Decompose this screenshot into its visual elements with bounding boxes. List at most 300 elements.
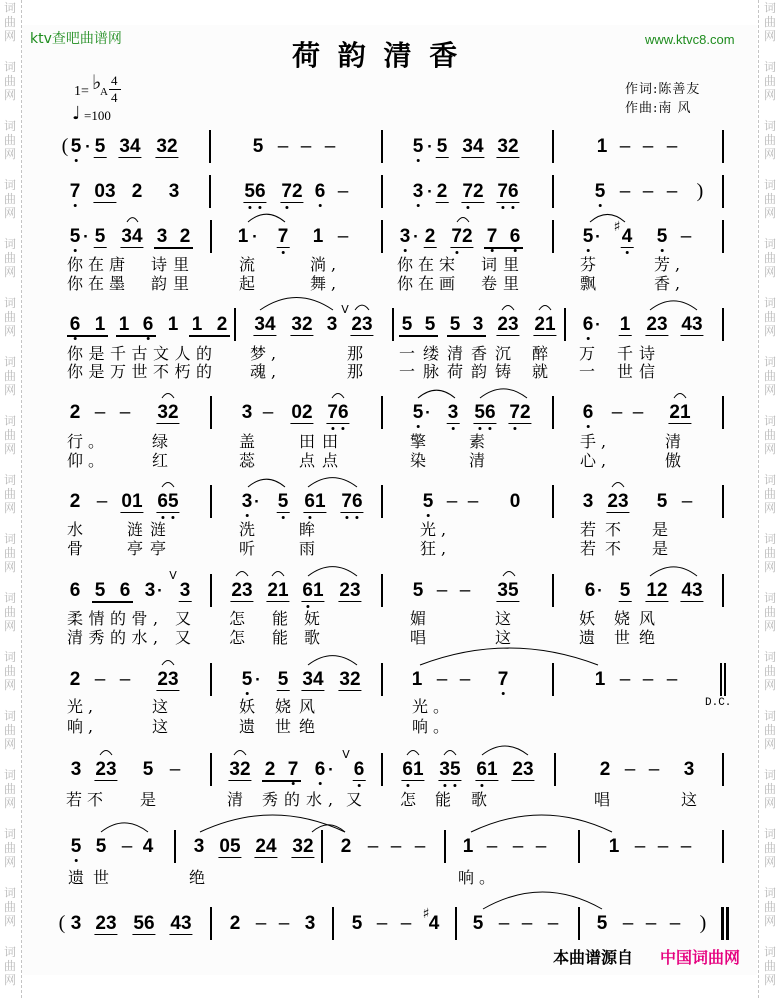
lyric-text: 响。	[412, 717, 455, 736]
note	[447, 403, 460, 424]
bar-line	[722, 220, 724, 253]
note-text: 5	[596, 913, 608, 934]
repeat-parenthesis	[699, 913, 708, 933]
note-text: 5	[422, 491, 434, 512]
note	[241, 492, 254, 512]
note-text: 6	[314, 759, 326, 780]
lyricist-credit: 作词:陈善友	[625, 82, 701, 97]
note	[594, 182, 607, 202]
bar-line	[210, 396, 212, 429]
sharp-sign-icon-text: ♯	[422, 906, 430, 922]
lyric-text: 盖	[239, 432, 261, 451]
note	[599, 760, 612, 780]
note	[412, 182, 425, 202]
note-text: 4	[621, 226, 633, 247]
lyric-text: 手,	[580, 432, 612, 451]
note-text: 02	[291, 402, 313, 423]
dash-sustain	[681, 492, 694, 512]
dash-sustain	[277, 137, 290, 157]
watermark-char: 曲	[3, 900, 16, 914]
note-text: 3	[582, 491, 594, 512]
note-text: 1	[608, 836, 620, 857]
site-url: www.ktvc8.com	[645, 32, 735, 47]
note-text: 1	[167, 314, 179, 335]
underline-beam	[262, 780, 301, 782]
lyric-text: 若不	[66, 790, 109, 809]
note	[680, 315, 703, 336]
lyric-text: 世绝	[275, 717, 324, 736]
note-text: 2	[599, 759, 611, 780]
watermark-char: 词	[3, 709, 16, 723]
slur-arc	[308, 567, 357, 576]
low-octave-dot	[513, 427, 516, 430]
slur-arc	[502, 305, 514, 310]
repeat-parenthesis-text: (	[61, 135, 69, 157]
note-text: 5	[412, 136, 424, 157]
watermark-char: 词	[763, 473, 776, 487]
bar-line	[722, 574, 724, 607]
watermark-char: 网	[3, 560, 16, 574]
note-text: 34	[254, 314, 276, 335]
dash-sustain	[547, 914, 560, 934]
note-text: 5	[619, 580, 631, 601]
lyric-text: 万	[579, 344, 601, 363]
lyric-text: 蕊	[239, 451, 261, 470]
note-text: 1	[594, 669, 606, 690]
underline-beam	[484, 247, 523, 249]
watermark-char: 词	[3, 886, 16, 900]
slur-arc	[308, 656, 357, 665]
dash-sustain-text: –	[337, 226, 349, 247]
dash-sustain	[611, 403, 624, 423]
note-text: 76	[327, 402, 349, 423]
dash-sustain-text: –	[467, 491, 479, 512]
dash-sustain	[657, 837, 670, 857]
breath-mark-text: V	[341, 303, 349, 316]
note-text: 56	[133, 913, 155, 934]
time-signature-bottom: 4	[111, 90, 118, 105]
note-text: 5	[277, 669, 289, 690]
augmentation-dot	[596, 581, 604, 601]
note-text: 76	[497, 181, 519, 202]
note-text: 32	[156, 136, 178, 157]
augmentation-dot	[424, 403, 432, 423]
note	[424, 227, 437, 248]
note-text: 23	[351, 314, 373, 335]
watermark-char: 网	[763, 265, 776, 279]
note	[167, 315, 180, 335]
dash-sustain-text: –	[521, 913, 533, 934]
dash-sustain-text: –	[680, 836, 692, 857]
dash-sustain-text: –	[96, 491, 108, 512]
bar-line	[381, 663, 383, 696]
note	[70, 837, 83, 857]
augmentation-dot-text: ·	[427, 137, 433, 156]
dash-sustain	[96, 492, 109, 512]
note-text: 6	[314, 181, 326, 202]
watermark-char: 曲	[763, 900, 776, 914]
low-octave-dot	[427, 514, 430, 517]
note-text: 5	[70, 136, 82, 157]
lyric-text: 这	[681, 790, 703, 809]
slur-arc	[355, 305, 369, 310]
note-text: 5	[277, 491, 289, 512]
bar-line	[210, 753, 212, 786]
bar-line	[392, 308, 394, 341]
dash-sustain	[486, 837, 499, 857]
dash-sustain	[324, 137, 337, 157]
low-octave-dot	[455, 251, 458, 254]
note	[229, 914, 242, 934]
note-text: 5	[656, 226, 668, 247]
low-octave-dot	[282, 251, 285, 254]
slur-arc	[539, 305, 551, 310]
watermark-char: 网	[763, 442, 776, 456]
lyric-text: 起	[239, 274, 261, 293]
watermark-char: 词	[3, 473, 16, 487]
flat-sign-icon: ♭	[92, 72, 102, 94]
lyric-text: 光,	[420, 520, 452, 539]
bar-line	[174, 830, 176, 863]
note	[438, 760, 461, 781]
note-text: 43	[170, 913, 192, 934]
note	[436, 182, 449, 203]
note	[350, 315, 373, 336]
note	[277, 492, 290, 513]
note-text: 2	[424, 226, 436, 247]
lyric-text: 你是千古文人的	[67, 344, 218, 363]
augmentation-dot-text: ·	[427, 182, 433, 201]
lyric-text: 歌	[304, 628, 326, 647]
note-text: 0	[509, 491, 521, 512]
note	[241, 403, 254, 423]
dash-sustain-text: –	[547, 913, 559, 934]
watermark-char: 曲	[3, 841, 16, 855]
note	[473, 403, 496, 424]
lyric-text: 是	[652, 520, 674, 539]
dash-sustain-text: –	[486, 836, 498, 857]
note	[508, 403, 531, 424]
bar-line	[564, 308, 566, 341]
watermark-char: 网	[3, 796, 16, 810]
note-text: 6	[69, 314, 81, 335]
dash-sustain-text: –	[680, 226, 692, 247]
bar-line	[209, 175, 211, 208]
watermark-char: 网	[3, 855, 16, 869]
note-text: 5	[594, 181, 606, 202]
dash-sustain-text: –	[642, 181, 654, 202]
underline-beam	[189, 335, 230, 337]
time-signature-top: 4	[111, 73, 118, 88]
watermark-char: 曲	[763, 841, 776, 855]
note-text: 23	[646, 314, 668, 335]
slur-arc	[482, 746, 528, 755]
dash-sustain	[642, 182, 655, 202]
bar-line	[234, 308, 236, 341]
slur-arc	[650, 567, 697, 576]
note	[351, 914, 364, 934]
dash-sustain-text: –	[619, 136, 631, 157]
note-text: 03	[94, 181, 116, 202]
slur-arc	[483, 892, 602, 909]
lyric-text: 飘	[580, 274, 602, 293]
lyric-text: 骨	[67, 539, 89, 558]
lyric-text: 妖	[239, 697, 261, 716]
note	[94, 137, 107, 158]
dash-sustain	[632, 403, 645, 423]
note-text: 3	[447, 402, 459, 423]
note-text: 3	[304, 913, 316, 934]
dash-sustain	[119, 670, 132, 690]
bar-line	[444, 830, 446, 863]
low-octave-dot	[587, 249, 590, 252]
note	[326, 315, 339, 335]
dash-sustain-text: –	[622, 913, 634, 934]
bar-line	[210, 220, 212, 253]
bar-line	[381, 396, 383, 429]
slur-arc	[650, 301, 697, 310]
note	[280, 182, 303, 203]
note	[254, 837, 277, 858]
note-text: 5	[412, 402, 424, 423]
note	[287, 760, 300, 780]
note-text: 2	[264, 759, 276, 780]
slur-arc	[162, 660, 174, 665]
note	[252, 137, 265, 157]
note	[411, 670, 424, 690]
dash-sustain-text: –	[414, 836, 426, 857]
dash-sustain-text: –	[459, 669, 471, 690]
repeat-parenthesis-text: )	[699, 912, 707, 934]
watermark-char: 网	[3, 737, 16, 751]
note-text: 23	[157, 669, 179, 690]
note-text: 32	[339, 669, 361, 690]
bar-line	[722, 830, 724, 863]
note	[401, 760, 424, 781]
watermark-char: 网	[763, 914, 776, 928]
note	[422, 492, 435, 512]
note-text: 5	[94, 136, 106, 157]
bar-line	[722, 753, 724, 786]
low-octave-dot	[478, 427, 481, 430]
note-text: 3	[193, 836, 205, 857]
augmentation-dot	[84, 137, 92, 157]
bar-line	[578, 907, 580, 940]
note-text: 43	[681, 314, 703, 335]
note	[94, 315, 107, 335]
note	[119, 581, 132, 601]
note	[69, 670, 82, 690]
augmentation-dot	[327, 760, 335, 780]
dash-sustain	[121, 837, 134, 857]
lyric-text: 歌	[471, 790, 493, 809]
slur-arc	[234, 750, 246, 755]
lyric-text: 清	[665, 432, 687, 451]
lyric-text: 响,	[67, 717, 99, 736]
dash-sustain-text: –	[657, 836, 669, 857]
lyric-text: 怎	[229, 609, 251, 628]
note	[340, 837, 353, 857]
note-text: 6	[582, 314, 594, 335]
augmentation-dot-text: ·	[85, 137, 91, 156]
note-text: 5	[424, 314, 436, 335]
bar-line	[332, 907, 334, 940]
note	[156, 227, 169, 247]
note	[95, 837, 108, 857]
note-text: 6	[142, 314, 154, 335]
watermark-char: 曲	[3, 251, 16, 265]
dash-sustain	[521, 914, 534, 934]
low-octave-dot	[599, 204, 602, 207]
note-text: 5	[449, 314, 461, 335]
watermark-char: 词	[3, 532, 16, 546]
dash-sustain-text: –	[642, 669, 654, 690]
note	[142, 315, 155, 335]
lyric-text: 一脉荷韵铸	[399, 362, 520, 381]
note	[450, 227, 473, 248]
lyric-text: 心,	[580, 451, 612, 470]
watermark-char: 网	[3, 324, 16, 338]
note	[120, 227, 143, 248]
note-text: 61	[302, 580, 324, 601]
note-text: 56	[244, 181, 266, 202]
low-octave-dot	[74, 337, 77, 340]
watermark-char: 词	[3, 827, 16, 841]
watermark-char: 词	[763, 886, 776, 900]
note-text: 1	[619, 314, 631, 335]
watermark-char: 词	[3, 119, 16, 133]
watermark-char: 网	[3, 88, 16, 102]
lyric-text: 是	[652, 539, 674, 558]
lyric-text: 这	[152, 697, 174, 716]
dash-sustain	[619, 137, 632, 157]
note-text: 23	[607, 491, 629, 512]
augmentation-dot	[251, 227, 259, 247]
watermark-char: 网	[763, 560, 776, 574]
slur-arc	[471, 815, 612, 832]
note-text: 72	[281, 181, 303, 202]
note	[683, 760, 696, 780]
watermark-char: 曲	[3, 369, 16, 383]
lyric-text: 千诗	[617, 344, 662, 363]
watermark-char: 网	[763, 619, 776, 633]
note-text: 24	[255, 836, 277, 857]
dash-sustain-text: –	[446, 491, 458, 512]
underline-beam	[92, 601, 133, 603]
note	[156, 670, 179, 691]
watermark-char: 曲	[763, 251, 776, 265]
note	[120, 492, 143, 513]
lyric-text: 梦,	[250, 344, 282, 363]
dash-sustain-text: –	[632, 402, 644, 423]
note-text: 2	[340, 836, 352, 857]
note-text: 32	[497, 136, 519, 157]
dash-sustain-text: –	[400, 913, 412, 934]
note-text: 5	[472, 913, 484, 934]
watermark-char: 曲	[763, 369, 776, 383]
lyric-text: 眸	[299, 520, 321, 539]
note	[93, 182, 116, 203]
watermark-char: 词	[3, 945, 16, 959]
note-text: 23	[231, 580, 253, 601]
note-text: 6	[509, 226, 521, 247]
watermark-char: 曲	[3, 133, 16, 147]
lyric-text: 田田	[299, 432, 346, 451]
note-text: 5	[94, 226, 106, 247]
note	[656, 492, 669, 512]
dash-sustain	[459, 581, 472, 601]
watermark-char: 词	[3, 1, 16, 15]
note	[237, 227, 250, 247]
note	[132, 914, 155, 935]
note-text: 1	[191, 314, 203, 335]
dash-sustain-text: –	[498, 913, 510, 934]
note	[338, 670, 361, 691]
watermark-char: 曲	[3, 192, 16, 206]
augmentation-dot	[426, 137, 434, 157]
low-octave-dot	[661, 249, 664, 252]
low-octave-dot	[74, 204, 77, 207]
lyric-text: 娆风	[275, 697, 324, 716]
tempo-value: =100	[84, 108, 111, 123]
note-text: 23	[95, 913, 117, 934]
dash-sustain	[535, 837, 548, 857]
note-text: 2	[229, 913, 241, 934]
note-text: 23	[95, 759, 117, 780]
low-octave-dot	[331, 427, 334, 430]
bar-line	[552, 574, 554, 607]
watermark-char: 曲	[3, 310, 16, 324]
watermark-char: 网	[3, 914, 16, 928]
dash-sustain-text: –	[611, 402, 623, 423]
breath-mark-text: V	[342, 748, 350, 761]
note	[304, 914, 317, 934]
bar-line	[381, 175, 383, 208]
note-text: 34	[302, 669, 324, 690]
slur-arc	[674, 393, 686, 398]
dash-sustain	[255, 914, 268, 934]
augmentation-dot-text: ·	[597, 581, 603, 600]
watermark-char: 曲	[763, 546, 776, 560]
augmentation-dot	[156, 581, 164, 601]
dash-sustain-text: –	[666, 181, 678, 202]
note-text: 1	[462, 836, 474, 857]
note-text: 05	[219, 836, 241, 857]
low-octave-dot	[480, 784, 483, 787]
watermark-char: 曲	[763, 310, 776, 324]
note-text: 1	[94, 314, 106, 335]
note	[511, 760, 534, 781]
slur-arc	[248, 214, 285, 222]
watermark-char: 词	[3, 591, 16, 605]
watermark-char: 词	[3, 650, 16, 664]
slur-arc	[612, 482, 624, 487]
dash-sustain	[367, 837, 380, 857]
low-octave-dot	[74, 249, 77, 252]
dash-sustain	[436, 581, 449, 601]
low-octave-dot	[501, 206, 504, 209]
watermark-char: 网	[763, 855, 776, 869]
note	[353, 760, 366, 781]
note	[216, 315, 229, 335]
underline-beam	[447, 335, 486, 337]
note	[680, 581, 703, 602]
augmentation-dot-text: ·	[254, 492, 260, 511]
slur-arc	[457, 217, 469, 222]
note	[241, 670, 254, 690]
note-text: 35	[439, 759, 461, 780]
watermark-char: 曲	[763, 133, 776, 147]
